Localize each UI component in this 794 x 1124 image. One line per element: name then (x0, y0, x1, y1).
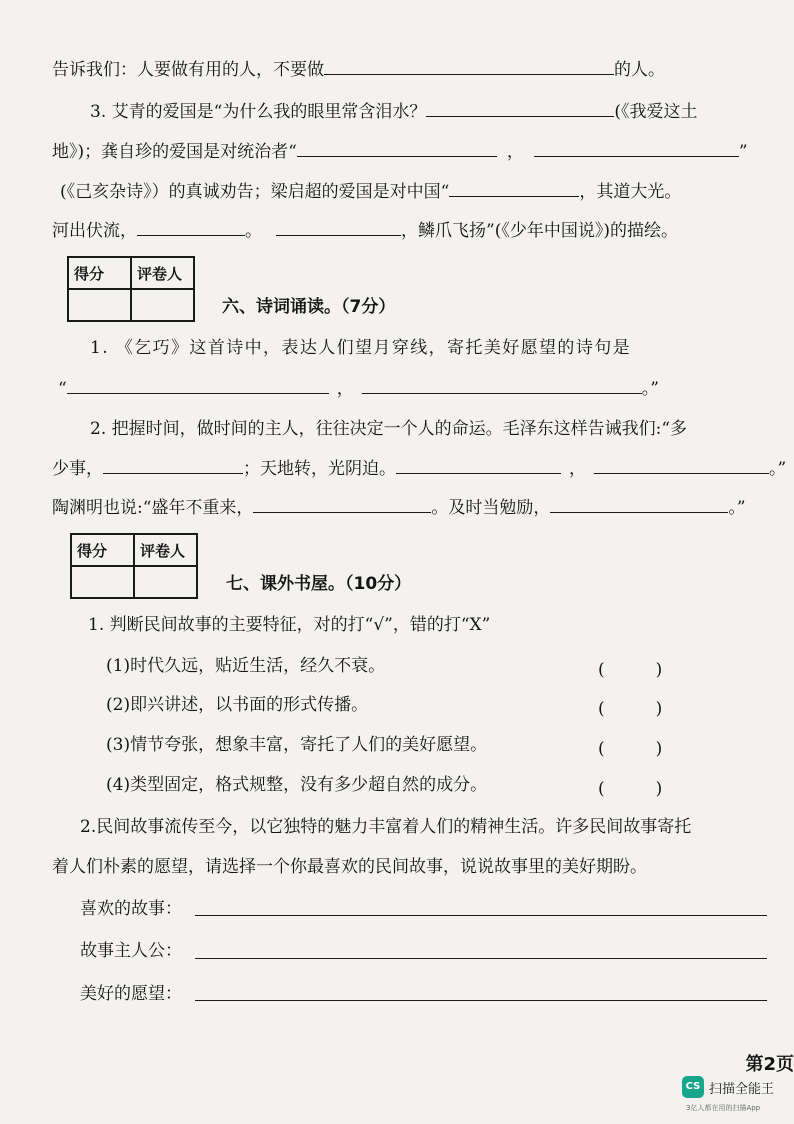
text: 。” (728, 498, 746, 518)
fill-blank[interactable] (449, 180, 579, 197)
section7-q2-line1: 2.民间故事流传至今，以它独特的魅力丰富着人们的精神生活。许多民间故事寄托 (80, 817, 692, 837)
text: 。” (641, 379, 659, 399)
wish-answer-line[interactable] (195, 1000, 767, 1001)
fill-blank[interactable] (67, 377, 329, 394)
section7-q2-line2: 着人们朴素的愿望，请选择一个你最喜欢的民间故事，说说故事里的美好期盼。 (52, 857, 647, 877)
text: 少事， (52, 459, 103, 479)
watermark-tagline: 3亿人都在用的扫描App (686, 1104, 761, 1112)
section6-title: 六、诗词诵读。（7分） (222, 297, 396, 317)
favorite-story-answer-line[interactable] (195, 915, 767, 916)
text: 河出伏流， (52, 221, 137, 241)
score-label: 得分 (71, 534, 134, 566)
fill-blank[interactable] (550, 496, 728, 513)
grader-cell[interactable] (134, 566, 197, 598)
text: 。” (769, 459, 787, 479)
fill-blank[interactable] (362, 377, 642, 394)
section5-line1 (52, 58, 665, 81)
score-box-section7 (70, 533, 198, 599)
fill-blank[interactable] (253, 496, 431, 513)
text: 的人。 (614, 60, 665, 80)
section7-title: 七、课外书屋。（10分） (226, 574, 412, 594)
score-label: 得分 (68, 257, 131, 289)
section6-q2-line2 (52, 457, 786, 480)
text: 。及时当勉励， (431, 498, 551, 518)
grader-label: 评卷人 (131, 257, 194, 289)
grader-cell[interactable] (131, 289, 194, 321)
answer-paren-4[interactable]: ( ) (598, 779, 663, 799)
text: ，鳞爪飞扬”(《少年中国说》)的描绘。 (401, 221, 678, 241)
fill-blank[interactable] (594, 457, 769, 474)
section5-q3-line1 (90, 100, 697, 123)
judge-item-1: (1)时代久远，贴近生活，经久不衰。 (106, 656, 386, 676)
fill-blank[interactable] (276, 219, 401, 236)
text: 地》)；龚自珍的爱国是对统治者“ (52, 142, 297, 162)
fill-blank[interactable] (534, 140, 739, 157)
score-cell[interactable] (68, 289, 131, 321)
watermark-name: 扫描全能王 (709, 1082, 775, 1097)
judge-item-4: (4)类型固定，格式规整，没有多少超自然的成分。 (106, 775, 488, 795)
section5-q3-line4 (52, 219, 678, 242)
field-protagonist-label: 故事主人公： (80, 941, 182, 961)
answer-paren-2[interactable]: ( ) (598, 699, 663, 719)
score-box-section6 (67, 256, 195, 322)
answer-paren-1[interactable]: ( ) (598, 660, 663, 680)
page-number-corner: 第2页 (745, 1054, 794, 1075)
fill-blank[interactable] (426, 100, 614, 117)
field-favorite-story-label: 喜欢的故事： (80, 899, 182, 919)
section5-q3-line3 (60, 180, 681, 203)
fill-blank[interactable] (297, 140, 497, 157)
text: ” (738, 142, 748, 162)
camscanner-logo-icon: CS (682, 1076, 704, 1098)
text: ， (336, 379, 354, 399)
text: (《己亥杂诗》）的真诚劝告；梁启超的爱国是对中国“ (60, 182, 450, 202)
text: ， (506, 142, 524, 162)
text: ；天地转，光阴迫。 (243, 459, 396, 479)
section6-q1-line1: 1. 《乞巧》这首诗中，表达人们望月穿线，寄托美好愿望的诗句是 (90, 338, 632, 358)
section6-q2-line3 (52, 496, 746, 519)
grader-label: 评卷人 (134, 534, 197, 566)
text: (《我爱这土 (614, 102, 698, 122)
text: 告诉我们：人要做有用的人，不要做 (52, 60, 324, 80)
section6-q1-line2 (58, 377, 659, 400)
text: “ (58, 379, 67, 399)
section7-q1: 1. 判断民间故事的主要特征，对的打“√”，错的打“X” (88, 615, 491, 635)
text: ，其道大光。 (579, 182, 682, 202)
judge-item-2: (2)即兴讲述，以书面的形式传播。 (106, 695, 369, 715)
score-cell[interactable] (71, 566, 134, 598)
field-wish-label: 美好的愿望： (80, 984, 182, 1004)
fill-blank[interactable] (103, 457, 243, 474)
text: 3. 艾青的爱国是“为什么我的眼里常含泪水？ (90, 102, 427, 122)
fill-blank[interactable] (396, 457, 561, 474)
text: ， (569, 459, 586, 479)
section5-q3-line2 (52, 140, 748, 163)
fill-blank[interactable] (324, 58, 614, 75)
text: 。 (245, 221, 262, 241)
text: 陶渊明也说:“盛年不重来， (52, 498, 254, 518)
judge-item-3: (3)情节夸张，想象丰富，寄托了人们的美好愿望。 (106, 735, 488, 755)
section6-q2-line1: 2. 把握时间，做时间的主人，往往决定一个人的命运。毛泽东这样告诫我们:“多 (90, 419, 688, 439)
protagonist-answer-line[interactable] (195, 958, 767, 959)
answer-paren-3[interactable]: ( ) (598, 739, 663, 759)
fill-blank[interactable] (137, 219, 245, 236)
